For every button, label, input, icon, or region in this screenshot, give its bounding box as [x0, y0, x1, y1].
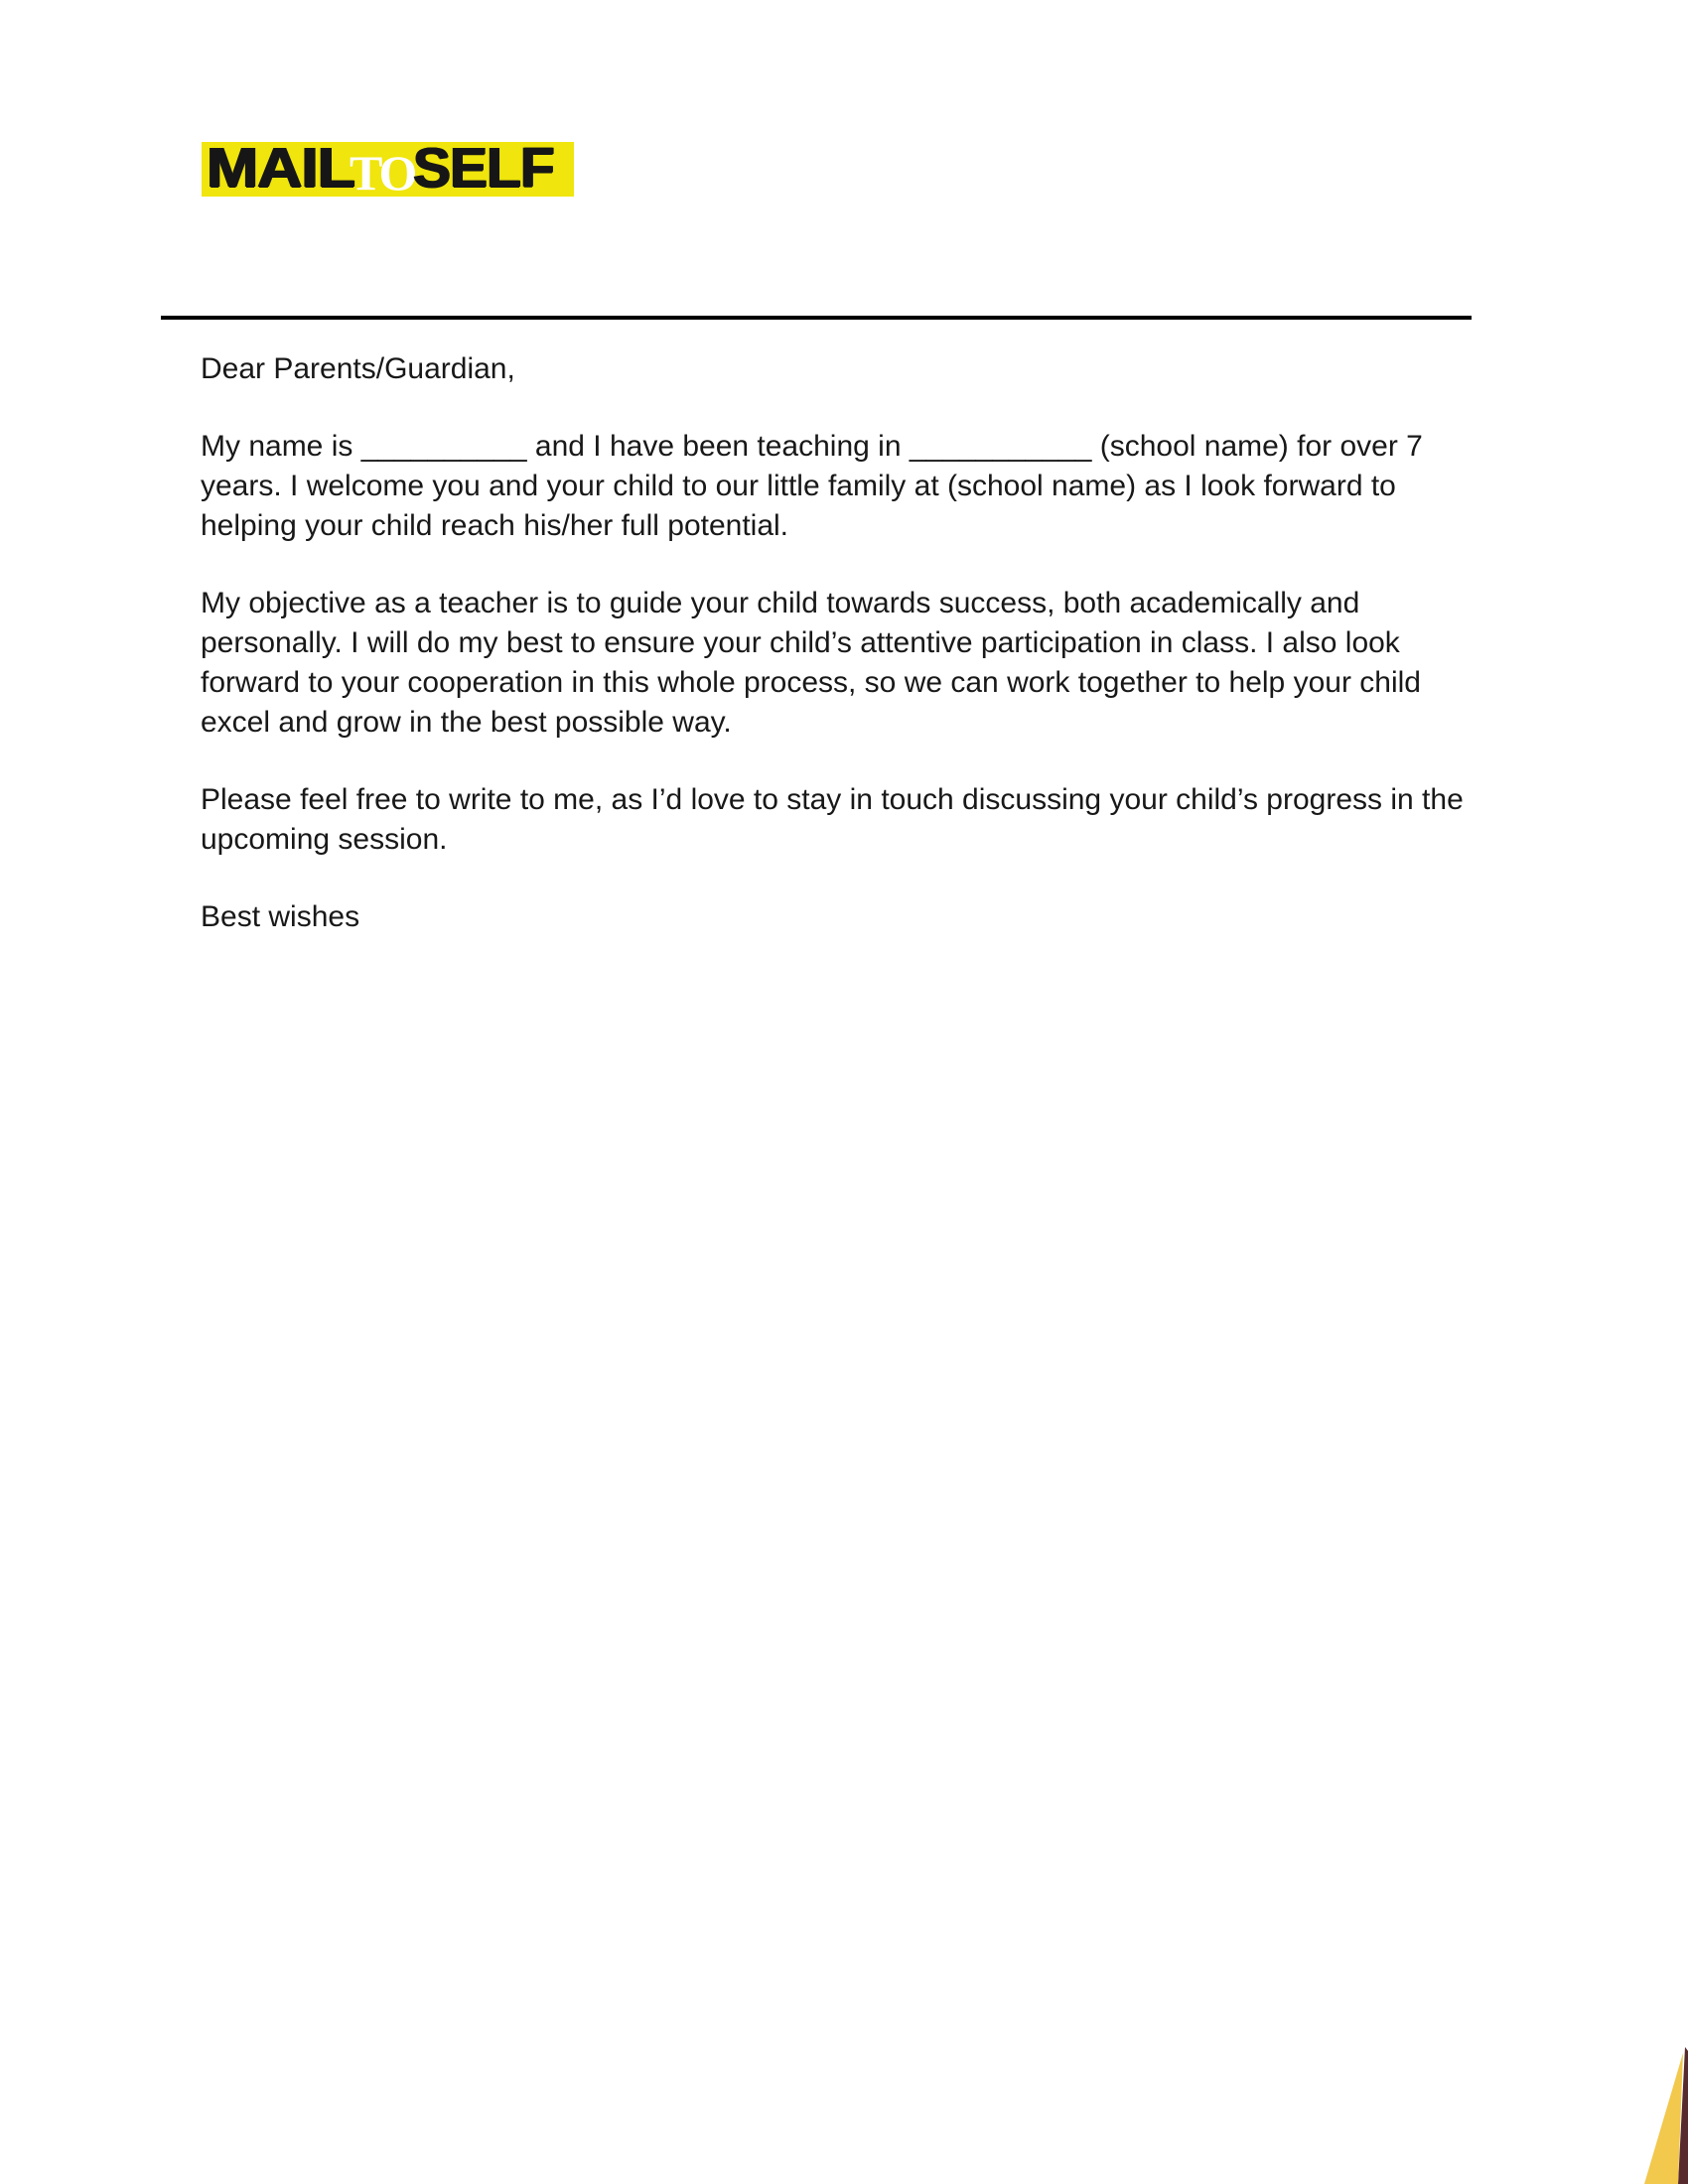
corner-ribbon-decoration [1638, 2045, 1688, 2184]
closing: Best wishes [201, 900, 360, 933]
paragraph-line: helping your child reach his/her full potential. [201, 509, 789, 542]
paragraph-contact [201, 780, 1506, 860]
logo-word-to: TO [350, 144, 415, 201]
paragraph-line: upcoming session. [201, 823, 448, 856]
salutation: Dear Parents/Guardian, [201, 352, 515, 385]
paragraph-line: My objective as a teacher is to guide your child towards success, both academically and [201, 587, 1360, 619]
paragraph-line: personally. I will do my best to ensure your child’s attentive participation in class. I also look [201, 626, 1400, 659]
paragraph-line: years. I welcome you and your child to our little family at (school name) as I look forward to [201, 470, 1396, 502]
mail-to-self-logo [202, 135, 574, 201]
paragraph-line: My name is __________ and I have been teaching in ___________ (school name) for over 7 [201, 430, 1423, 463]
paragraph-line: excel and grow in the best possible way. [201, 706, 732, 739]
header-divider-line [161, 316, 1472, 320]
paragraph-objective [201, 584, 1506, 743]
paragraph-line: Please feel free to write to me, as I’d love to stay in touch discussing your child’s progress in the [201, 783, 1464, 816]
paragraph-line: forward to your cooperation in this whole process, so we can work together to help your child [201, 666, 1421, 699]
paragraph-intro [201, 427, 1506, 546]
corner-yellow-shape [1644, 2053, 1683, 2184]
letter-body [201, 349, 1506, 975]
logo-word-self: SELF [413, 135, 554, 200]
logo-word-mail: MAIL [207, 135, 354, 200]
